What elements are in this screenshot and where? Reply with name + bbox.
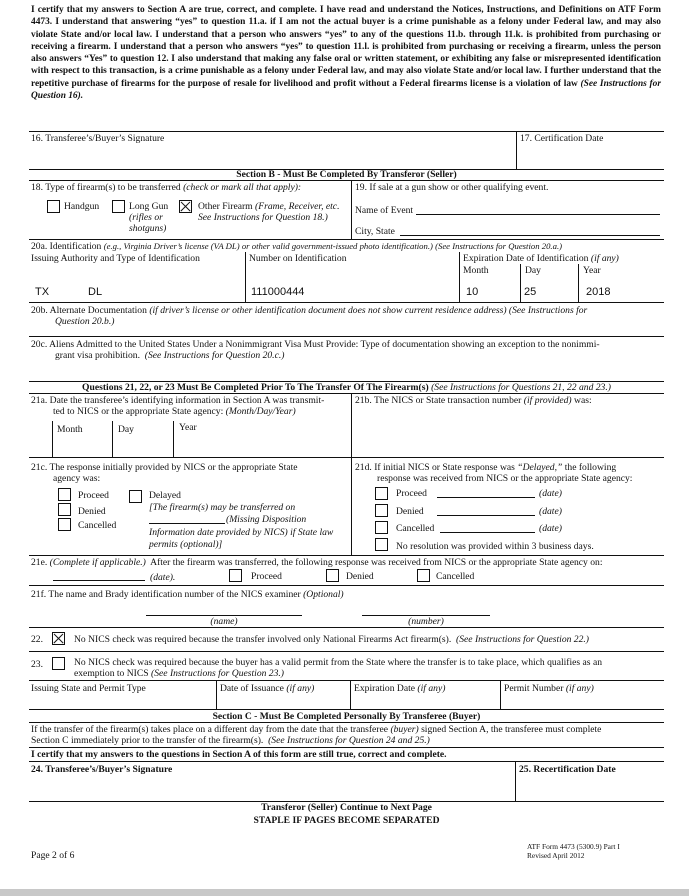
21e-denied-label: Denied: [346, 571, 374, 582]
recert-date-field[interactable]: [519, 776, 661, 800]
q20a-label: 20a. Identification (e.g., Virginia Driver’s license (VA DL) or other valid government-issued photo identification.) (See Instructions for Question 20.a.): [31, 241, 563, 252]
staple-notice: STAPLE IF PAGES BECOME SEPARATED: [253, 815, 440, 826]
21c-cancelled-checkbox[interactable]: [58, 518, 71, 531]
city-state-label: City, State: [355, 226, 395, 237]
permit-expiration-label: Expiration Date (if any): [354, 683, 446, 694]
long-gun-note: (rifles or: [129, 212, 163, 223]
q21a-year-label: Year: [179, 422, 197, 433]
handgun-checkbox[interactable]: [47, 200, 60, 213]
21c-delayed-note: (Missing Disposition: [226, 514, 307, 525]
permit-issuance-label: Date of Issuance (if any): [220, 683, 315, 694]
permit-issuing-label: Issuing State and Permit Type: [31, 683, 146, 694]
long-gun-label: Long Gun: [129, 201, 169, 212]
certification-date-field[interactable]: [520, 146, 660, 168]
q22-number: 22.: [31, 634, 43, 645]
q17-label: 17. Certification Date: [520, 133, 604, 144]
q22-checkbox-checked[interactable]: [52, 632, 65, 645]
q21a-label: 21a. Date the transferee’s identifying information in Section A was transmit-: [31, 395, 325, 406]
21d-cancelled-checkbox[interactable]: [375, 521, 388, 534]
21c-delayed-label: Delayed: [149, 490, 181, 501]
21c-delayed-note: Information date provided by NICS) if State law: [149, 527, 334, 538]
exp-day-label: Day: [525, 265, 541, 276]
section-c-certify: I certify that my answers to the questions in Section A of this form are still true, correct and complete.: [31, 749, 447, 760]
city-state-field[interactable]: [400, 235, 660, 236]
section-b-title: Section B - Must Be Completed By Transferor (Seller): [236, 169, 457, 180]
exp-month-label: Month: [463, 265, 489, 276]
certification-statement: I certify that my answers to Section A are true, correct, and complete. I have read and understand the Notices, Instructions, and Definitions on ATF Form 4473. I understand that answering “yes” to question 11.a. if I am not the actual buyer is a crime punishable as a felony under Federal law, and may also violate State and/or local law. I understand that a person who answers “yes” to any of the questions 11.b. through 11.k. is prohibited from purchasing or receiving a firearm. I understand that a person who answers “yes” to question 11.l. is prohibited from purchasing or receiving a firearm, unless the person also answers “Yes” to question 12. I also understand that making any false oral or written statement, or exhibiting any false or misrepresented identification with respect to this transaction, is a crime punishable as a felony under Federal law, and may also violate State and/or local law. I further understand that the repetitive purchase of firearms for the purpose of resale for livelihood and profit without a Federal firearms license is a violation of law (See Instructions for Question 16).: [31, 5, 661, 102]
21e-proceed-checkbox[interactable]: [229, 569, 242, 582]
q21a-label-cont: ted to NICS or the appropriate State agency: (Month/Day/Year): [53, 406, 296, 417]
q21a-month-label: Month: [57, 424, 83, 435]
21d-proceed-date-field[interactable]: [437, 497, 535, 498]
q20c-label: 20c. Aliens Admitted to the United States Under a Nonimmigrant Visa Must Provide: Type of documentation showing an exception to the nonimmi-: [31, 339, 600, 350]
21d-no-resolution-checkbox[interactable]: [375, 538, 388, 551]
q23-checkbox[interactable]: [52, 657, 65, 670]
21d-no-resolution-label: No resolution was provided within 3 business days.: [396, 541, 594, 552]
recert-signature-field[interactable]: [31, 776, 513, 800]
q19-label: 19. If sale at a gun show or other qualifying event.: [355, 182, 549, 193]
21c-proceed-label: Proceed: [78, 490, 109, 501]
q23-number: 23.: [31, 659, 43, 670]
q21b-label: 21b. The NICS or State transaction number (if provided) was:: [355, 395, 592, 406]
q21c-label: 21c. The response initially provided by NICS or the appropriate State: [31, 462, 298, 473]
section-c-instructions-cont: Section C immediately prior to the transfer of the firearm(s). (See Instructions for Question 24 and 25.): [31, 735, 430, 746]
21c-denied-label: Denied: [78, 506, 106, 517]
q21e-label: 21e. (Complete if applicable.) After the firearm was transferred, the following response was received from NICS or the appropriate State agency on:: [31, 557, 603, 568]
exp-year-label: Year: [583, 265, 601, 276]
21d-date-label: (date): [539, 488, 562, 499]
21c-proceed-checkbox[interactable]: [58, 488, 71, 501]
21d-cancelled-label: Cancelled: [396, 523, 435, 534]
21d-denied-label: Denied: [396, 506, 424, 517]
21c-denied-checkbox[interactable]: [58, 503, 71, 516]
continue-notice: Transferor (Seller) Continue to Next Page: [261, 802, 432, 813]
other-firearm-label: Other Firearm (Frame, Receiver, etc.: [198, 201, 340, 212]
q23-label: No NICS check was required because the buyer has a valid permit from the State where the transfer is to take place, which qualifies as an: [74, 657, 602, 668]
examiner-name-caption: (name): [210, 616, 238, 627]
q21a-day-label: Day: [118, 424, 134, 435]
21e-proceed-label: Proceed: [251, 571, 282, 582]
q16-label: 16. Transferee’s/Buyer’s Signature: [31, 133, 165, 144]
issuing-authority-label: Issuing Authority and Type of Identification: [31, 253, 200, 264]
long-gun-note: shotguns): [129, 223, 167, 234]
21e-cancelled-checkbox[interactable]: [417, 569, 430, 582]
21e-cancelled-label: Cancelled: [436, 571, 475, 582]
q20b-note: Question 20.b.): [55, 316, 115, 327]
form-id: ATF Form 4473 (5300.9) Part I: [527, 842, 620, 851]
21c-delayed-note: [The firearm(s) may be transferred on: [149, 502, 296, 513]
q21-header: Questions 21, 22, or 23 Must Be Completed Prior To The Transfer Of The Firearm(s) (See Instructions for Questions 21, 22 and 23.): [82, 382, 611, 393]
q21d-label: 21d. If initial NICS or State response was “Delayed,” the following: [355, 462, 617, 473]
21d-date-label: (date): [539, 506, 562, 517]
expiration-label: Expiration Date of Identification (if any): [463, 253, 619, 264]
form-revision: Revised April 2012: [527, 851, 585, 860]
event-name-label: Name of Event: [355, 205, 414, 216]
q18-label: 18. Type of firearm(s) to be transferred (check or mark all that apply):: [31, 182, 302, 193]
q21c-label-cont: agency was:: [53, 473, 101, 484]
handgun-label: Handgun: [64, 201, 100, 212]
q25-label: 25. Recertification Date: [519, 764, 616, 775]
page-number: Page 2 of 6: [31, 850, 75, 861]
21d-cancelled-date-field[interactable]: [440, 532, 535, 533]
21d-denied-checkbox[interactable]: [375, 504, 388, 517]
other-firearm-checkbox-checked[interactable]: [179, 200, 192, 213]
q21d-label-cont: response was received from NICS or the appropriate State agency:: [377, 473, 633, 484]
event-name-field[interactable]: [416, 214, 660, 215]
q22-label: No NICS check was required because the transfer involved only National Firearms Act firearm(s). (See Instructions for Question 22.): [74, 634, 589, 645]
other-firearm-note: See Instructions for Question 18.): [198, 212, 328, 223]
21d-proceed-checkbox[interactable]: [375, 487, 388, 500]
long-gun-checkbox[interactable]: [112, 200, 125, 213]
section-c-title: Section C - Must Be Completed Personally By Transferee (Buyer): [212, 711, 481, 722]
section-c-instructions: If the transfer of the firearm(s) takes place on a different day from the date that the transferee (buyer) signed Section A, the transferee must complete: [31, 724, 602, 735]
id-number-value[interactable]: 111000444: [251, 286, 305, 298]
transferee-signature-field[interactable]: [31, 146, 515, 168]
exp-month-value[interactable]: 10: [466, 286, 479, 298]
21c-delayed-note: permits (optional)]: [149, 539, 223, 550]
exp-year-value[interactable]: 2018: [586, 286, 611, 298]
q20c-label-cont: grant visa prohibition. (See Instructions for Question 20.c.): [55, 350, 285, 361]
id-number-label: Number on Identification: [249, 253, 347, 264]
21d-proceed-label: Proceed: [396, 488, 427, 499]
q20b-label: 20b. Alternate Documentation (if driver’s license or other identification document does not show current residence address) (See Instructions for: [31, 305, 588, 316]
21c-delayed-checkbox[interactable]: [129, 490, 142, 503]
exp-day-value[interactable]: 25: [524, 286, 537, 298]
21e-date-field[interactable]: [53, 580, 145, 581]
id-type-value[interactable]: DL: [88, 286, 103, 298]
21d-date-label: (date): [539, 523, 562, 534]
q23-label-cont: exemption to NICS (See Instructions for Question 23.): [74, 668, 284, 679]
21d-denied-date-field[interactable]: [437, 515, 535, 516]
q21f-label: 21f. The name and Brady identification number of the NICS examiner (Optional): [31, 589, 344, 600]
21e-denied-checkbox[interactable]: [326, 569, 339, 582]
21c-delayed-date-field[interactable]: [149, 523, 225, 524]
permit-number-label: Permit Number (if any): [504, 683, 594, 694]
21c-cancelled-label: Cancelled: [78, 520, 117, 531]
examiner-number-caption: (number): [408, 616, 444, 627]
q24-label: 24. Transferee’s/Buyer’s Signature: [31, 764, 173, 775]
21e-date-label: (date).: [150, 572, 176, 583]
issuing-state-value[interactable]: TX: [35, 286, 50, 298]
